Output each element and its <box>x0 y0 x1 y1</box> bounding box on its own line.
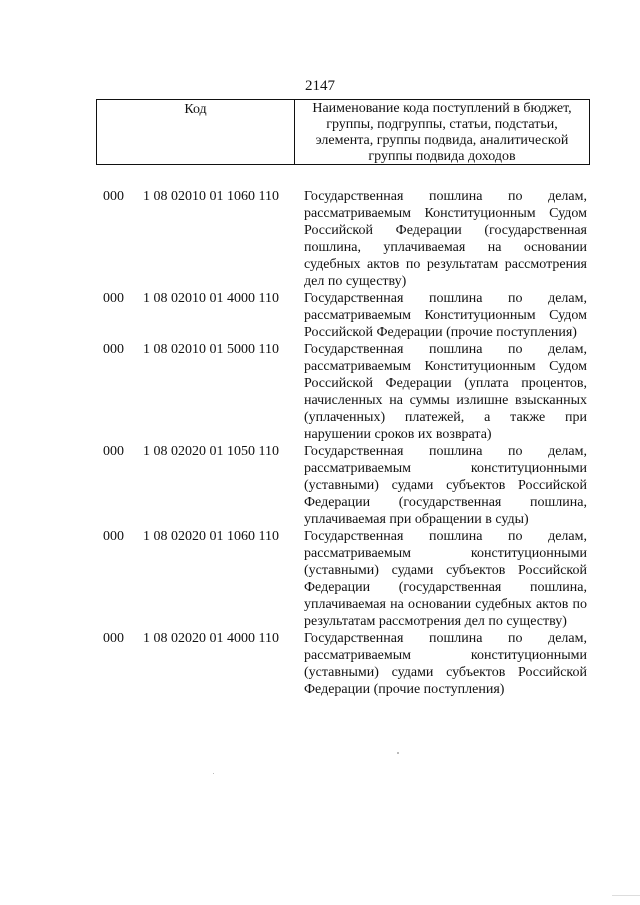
admin-code: 000 <box>103 444 124 459</box>
table-row <box>0 528 640 630</box>
revenue-code: 1 08 02010 01 5000 110 <box>143 342 279 357</box>
admin-code: 000 <box>103 189 124 204</box>
scan-speck <box>397 752 399 754</box>
revenue-description: Государственная пошлина по делам, рассматриваемым конституционными (уставными) судами субъектов Российской Федерации (прочие поступления) <box>304 631 587 697</box>
revenue-description: Государственная пошлина по делам, рассматриваемым Конституционным Судом Российской Федерации (уплата процентов, начисленных на суммы излишне взысканных (уплаченных) платежей, а также при нарушении сроков их возврата) <box>304 342 587 442</box>
page-number: 2147 <box>305 78 335 94</box>
header-code-label: Код <box>97 100 295 164</box>
admin-code: 000 <box>103 529 124 544</box>
table-row <box>0 630 640 698</box>
table-row <box>0 290 640 341</box>
revenue-description: Государственная пошлина по делам, рассматриваемым Конституционным Судом Российской Федерации (государственная пошлина, уплачиваемая на основании судебных актов по результатам рассмотрения дел по существу) <box>304 189 587 289</box>
header-name-label: Наименование кода поступлений в бюджет, группы, подгруппы, статьи, подстатьи, элемента, группы подвида, аналитической группы подвида доходов <box>312 101 572 164</box>
admin-code: 000 <box>103 342 124 357</box>
admin-code: 000 <box>103 291 124 306</box>
admin-code: 000 <box>103 631 124 646</box>
table-row <box>0 443 640 528</box>
revenue-description: Государственная пошлина по делам, рассматриваемым Конституционным Судом Российской Федерации (прочие поступления) <box>304 291 587 340</box>
table-body <box>0 188 640 698</box>
revenue-code: 1 08 02010 01 1060 110 <box>143 189 279 204</box>
table-row <box>0 188 640 290</box>
revenue-description: Государственная пошлина по делам, рассматриваемым конституционными (уставными) судами субъектов Российской Федерации (государственная пошлина, уплачиваемая на основании судебных актов по результатам рассмотрения дел по существу) <box>304 529 587 629</box>
scan-speck <box>213 773 214 774</box>
revenue-description: Государственная пошлина по делам, рассматриваемым конституционными (уставными) судами субъектов Российской Федерации (государственная пошлина, уплачиваемая при обращении в суды) <box>304 444 587 527</box>
scan-speck <box>612 895 640 896</box>
table-header <box>96 99 590 165</box>
table-row <box>0 341 640 443</box>
revenue-code: 1 08 02020 01 1060 110 <box>143 529 279 544</box>
revenue-code: 1 08 02020 01 1050 110 <box>143 444 279 459</box>
revenue-code: 1 08 02010 01 4000 110 <box>143 291 279 306</box>
revenue-code: 1 08 02020 01 4000 110 <box>143 631 279 646</box>
